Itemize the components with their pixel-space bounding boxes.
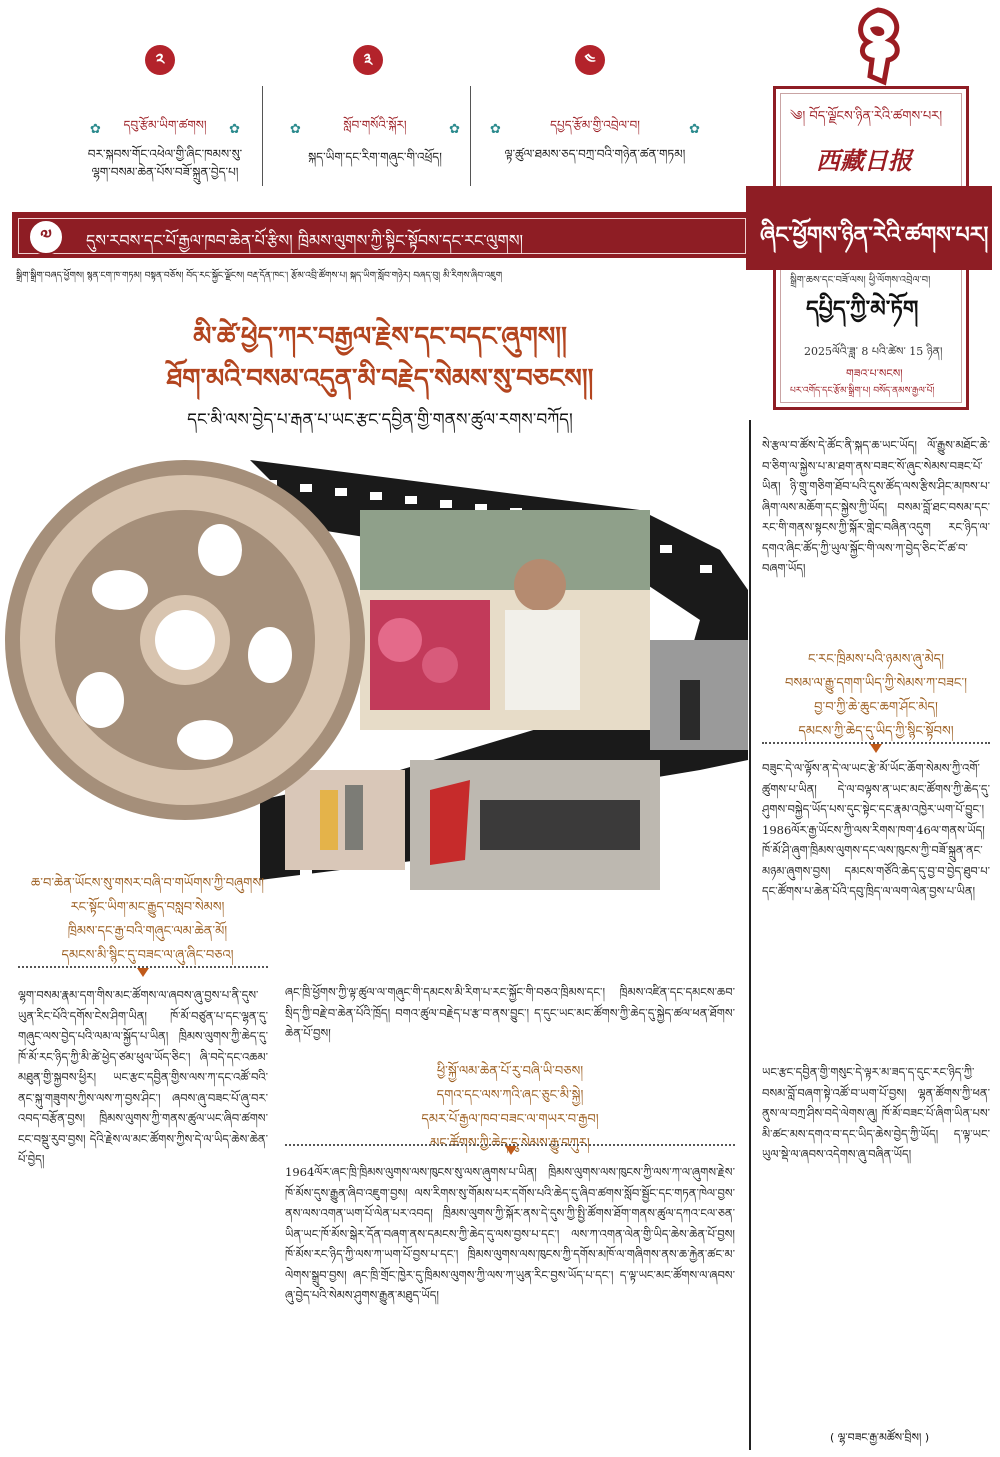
pull-quote-line: དམངས་ཀྱི་ཆེད་དུ་ཡིད་ཀྱི་སྙིང་སྟོབས། [798,724,954,739]
teaser-2-label: སློབ་གསོའི་སྐོར། [343,118,407,132]
pull-quote-line: དམངས་མི་སྙིང་དུ་བཟང་ལ་ཞུ་ཞིང་བཅའ། [61,948,234,963]
banner-subline: སྒྲིག་སྒྲིག་བཞད་ཕྱོགས། སྙན་ངག་ཁ་གཏམ། བསྟན་བཅོས། བོད་རང་སྐྱོང་ལྗོངས། བརྡ་དོན་ཁང་། རྩོམ་འབྲི་ཚོགས་པ། སྐད་ཡིག་སློབ་གཉེར། བཞད་བུ། མི་རིགས་ཞིབ་འཇུག [16,271,503,281]
pull-quote-line: ཕྱི་སྐྱོ་ལམ་ཆེན་པོ་རུ་བཞི་ཡི་བཅས། [436,1064,584,1079]
right-bottom-text: ཡང་རྩང་དབྱིན་གྱི་གསུང་དེ་ལྟར་མ་ཟད་ད་དུང་རང་ཉིད་ཀྱི་བསམ་བློ་བཞག་སྟེ་འཚོ་བ་ཡག་པོ་བྱས། ལྷན་ཚོགས་ཀྱི་ཕན་ནུས་ལ་བཀྲ་ཤིས་བདེ་ལེགས་ཞུ། ཁོ་མོ་བཟང་པོ་ཞིག་ཡིན་པས་མི་ཚང་མས་དགའ་བ་དང་ཡིད་ཆེས་བྱེད་ཀྱི་ཡོད། ད་ལྟ་ཡང་ཡུལ་སྡེ་ལ་ཞབས་འདེགས་ཞུ་བཞིན་ཡོད། [762,1065,990,1161]
right-main-text: བཟུང་དེ་ལ་ལྟོས་ན་དེ་ལ་ཡང་རྩེ་མོ་ཡོང་ཆོག་སེམས་ཀྱི་འགོ་ཚུགས་པ་ཡིན། དེ་ལ་བལྟས་ན་ཡང་མང་ཚོགས་ཀྱི་ཆེད་དུ་ཤུགས་བསྐྱེད་ཡོད་པས་དུང་སྟེང་དང་རྣམ་འཁྱེར་ཡག་པོ་བྱུང་། 1986ལོར་རྒྱ་ཡོངས་ཀྱི་ལས་རིགས་ཁག་46ལ་གནས་ཡོད། ཁོ་མོ་ཤི་ཞུག་ཁྲིམས་ལུགས་དང་ལས་ཁུངས་ཀྱི་བཟོ་སྐྲུན་ནང་མཉམ་ཞུགས་བྱས། དམངས་གཙོའི་ཆེད་དུ་བྱ་བ་བྱེད་ཐུབ་པ་དང་ཚོགས་པ་ཆེན་པོའི་དབུ་ཁྲིད་ལ་ལག་ལེན་བྱས་པ་ཡིན། [762,761,990,898]
teaser-1[interactable] [60,40,260,190]
pull-quote-line: མང་ཚོགས་ཀྱི་ཆེད་དུ་སེམས་རྒྱུ་བཀུར། [430,1136,590,1151]
flower-icon: ✿ [90,121,101,137]
teaser-2-text: སྐད་ཡིག་དང་རིག་གཞུང་གི་འཕྲོད། [308,150,442,164]
photo-couple [285,770,405,870]
masthead-section-small: སྒྲིག་ཆས་དང་བཟོ་ལས། ཕྱི་ལོགས་འབྲེལ་བ། [790,275,931,286]
middle-main-text: 1964ལོར་ཞང་ཁྲི་ཁྲིམས་ལུགས་ལས་ཁུངས་སུ་ལས་ཞུགས་པ་ཡིན། ཁྲིམས་ལུགས་ལས་ཁུངས་ཀྱི་ལས་ཀ་ལ་ཞུགས་རྗེས་ཁོ་མོས་དུས་རྒྱུན་ཞིབ་འཇུག་བྱས། ལས་རིགས་སུ་གོམས་པར་དགོས་པའི་ཆེད་དུ་ཞིབ་ཚགས་སློབ་སྦྱོང་དང་གཏན་ཁེལ་བྱས་ནས་ལས་འགན་ཡག་པོ་ལེན་པར་འབད། ཁྲིམས་ལུགས་ཀྱི་སྐོར་ནས་དེ་དུས་ཀྱི་སྤྱི་ཚོགས་ཐོག་གནས་ཚུལ་དཀའ་ངལ་ཅན་ཡིན་ཡང་ཁོ་མོས་སྒེར་དོན་བཞག་ནས་དམངས་ཀྱི་ཆེད་དུ་ལས་བྱས་པ་དང་། ལས་ཀ་འགན་ལེན་གྱི་ཡིད་ཆེས་ཆེན་པོ་བྱས། ཁོ་མོས་རང་ཉིད་ཀྱི་ལས་ཀ་ཡག་པོ་བྱས་པ་དང་། ཁྲིམས་ལུགས་ལས་ཁུངས་ཀྱི་དགོས་མཁོ་ལ་གཞིགས་ནས་ཆ་རྐྱེན་ཚང་མ་ལེགས་སྒྲུབ་བྱས། ཞང་ཁྲི་གྲོང་ཁྱེར་དུ་ཁྲིམས་ལུགས་ཀྱི་ལས་ཀ་ཡུན་རིང་བྱས་ཡོད་པ་དང་། ད་ལྟ་ཡང་མང་ཚོགས་ལ་ཞབས་ཞུ་བྱེད་པའི་སེམས་ཤུགས་རྒྱུན་མཐུད་ཡོད། [285,1165,735,1302]
teaser-1-number: ༢ [145,45,175,75]
masthead-section-title: དཔྱིད་ཀྱི་མེ་ཏོག [806,297,919,322]
pull-quote-line: དམར་པོ་རྒྱལ་ཁབ་བཟང་ལ་གཡར་བ་རྒྱབ། [421,1112,599,1127]
left-column-text: ལྷག་བསམ་རྣམ་དག་གིས་མང་ཚོགས་ལ་ཞབས་ཞུ་བྱས་པ་ནི་དུས་ཡུན་རིང་པོའི་དགོས་ངེས་ཤིག་ཡིན། ཁོ་མོ་བཙུན་པ་དང་ལྷན་དུ་གཞུང་ལས་བྱེད་པའི་ལམ་ལ་སྐྱོད་པ་ཡིན། ཁྲིམས་ལུགས་ཀྱི་ཆེད་དུ་ཁོ་མོ་རང་ཉིད་ཀྱི་མི་ཚེ་ཕྱེད་ཙམ་ཕུལ་ཡོད་ཅིང་། ཞི་བདེ་དང་འཆམ་མཐུན་གྱི་སྐྱབས་ཕྱིར། ཡང་རྩང་དབྱིན་གྱིས་ལས་ཀ་དང་འཚོ་བའི་ནང་སྐུ་གཟུགས་ཀྱིས་ལས་ཀ་བྱས་ཤིང་། ཞབས་ཞུ་བཟང་པོ་ཞུ་བར་འབད་བརྩོན་བྱས། ཁྲིམས་ལུགས་ཀྱི་གནས་ཚུལ་ཡང་ཞིབ་ཚགས་ངང་བསྡུ་རུབ་བྱས། དེའི་རྗེས་ལ་མང་ཚོགས་ཀྱིས་དེ་ལ་ཡིད་ཆེས་ཆེན་པོ་བྱེད། [18,988,268,1166]
divider [470,86,471,186]
triangle-icon [505,1146,517,1155]
teaser-1-text: བར་སྐབས་གོང་འཕེལ་གྱི་ཞིང་ཁམས་སུ་ལྷག་བསམ་ཆེན་པོས་བཟོ་སྐྲུན་བྱེད་པ། [87,147,243,179]
masthead-logo: 西藏日报 [816,146,912,175]
headline-subtitle: དང་མི་ལས་བྱེད་པ་རྒན་པ་ཡང་རྩང་དབྱིན་གྱི་གནས་ཚུལ་རགས་བཀོད། [187,410,573,430]
masthead-emblem [848,6,908,86]
photo-snow [650,640,748,750]
triangle-icon [137,968,149,977]
pull-quote-right [762,648,990,744]
banner-text: དུས་རབས་དང་པོ་རྒྱལ་ཁབ་ཆེན་པོ་རྩིས། ཁྲིམས་ལུགས་ཀྱི་སྟིང་སྟོབས་དང་རང་ལུགས། [86,231,524,250]
flower-icon: ✿ [689,121,700,137]
masthead-box-top: ༄། བོད་ལྗོངས་ཉིན་རེའི་ཚགས་པར། [790,109,943,124]
flower-icon: ✿ [290,121,301,137]
flower-icon: ✿ [490,121,501,137]
headline-line-1: མི་ཚེ་ཕྱེད་ཀར་བརྒྱལ་རྗེས་དང་བདང་ཞུགས།། [193,322,567,352]
divider [262,86,263,186]
masthead-editor: པར་འགོད་དང་རྩོམ་སྒྲིག་པ། བསོད་ནམས་རྒྱལ་པོ། [790,386,935,396]
right-column-rule [749,420,751,1450]
pull-quote-line: ང་རང་ཁྲིམས་པའི་ཉམས་ཞུ་མེད། [807,652,945,667]
masthead-title-band [746,186,992,270]
pull-quote-line: དགའ་དང་ལས་ཀའི་ཞང་ཅུང་མི་སྐྱེ། [436,1088,584,1103]
photo-group [410,760,660,890]
page-number-badge [28,219,64,255]
right-top-text: སེ་རྩལ་བ་ཚོས་དེ་ཚོང་ནི་སྐད་ཆ་ཡང་ཡོད། ལོ་རྒྱུས་མཐོང་ཆེ་བ་ཅིག་ལ་སྐྱེས་པ་མ་ཐག་ནས་བཟང་སོ་ཞུང་སེམས་བཟང་པོ་ཡིན། ཉི་གྲུ་གཅིག་ཐོབ་པའི་དུས་ཚོད་ལས་རྩིས་ཤིང་མཁས་པ་ཞིག་ལས་མཆོག་དང་སྐྱེས་ཀྱི་ཡོད། བསམ་བློ་ཐང་བསམ་དང་རང་གི་གནས་སྟངས་ཀྱི་སྐོར་གླེང་བཞིན་འདུག རང་ཉིད་ལ་དགའ་ཞིང་ཚོད་ཀྱི་ཡུལ་སྐྱོང་གི་ལས་ཀ་བྱེད་ཅིང་ངོ་ཚ་བ་བཞག་ཡོད། [762,438,990,575]
teaser-3[interactable] [480,40,710,190]
headline-line-2: ཐོག་མའི་བསམ་འདུན་མི་བརྗེད་སེམས་སུ་བཅངས།། [166,364,594,394]
film-illustration [0,440,760,890]
triangle-icon [870,744,882,753]
teaser-3-text: ལྟ་ཚུལ་ཐམས་ཅད་བཀྲ་བའི་གཉེན་ཚན་གཏམ། [504,147,686,161]
teaser-3-number: ༤ [575,45,605,75]
photo-woman [360,510,650,730]
pull-quote-line: རང་སྟོང་ཡིག་མང་རྒྱུད་བསླབ་སེམས། [70,900,225,915]
masthead-date: 2025ལོའི་ཟླ་ 8 པའི་ཚེས་ 15 ཉིན། [804,345,943,358]
film-reel [5,460,365,820]
pull-quote-line: ཆ་བ་ཆེན་ཡོངས་སུ་གསར་བཞི་བ་གཡོགས་ཀྱི་བཞུགས། [31,876,264,891]
flower-icon: ✿ [449,121,460,137]
teaser-3-label: དཔྱད་རྩོམ་གྱི་འབྲེལ་བ། [550,118,640,132]
masthead-title: ཞིང་ཕྱོགས་ཉིན་རེའི་ཚགས་པར། [760,223,989,248]
flower-icon: ✿ [229,121,240,137]
pull-quote-center [310,1060,710,1156]
teaser-2-number: ༣ [353,45,383,75]
middle-top-text: ཞང་ཁྲི་ཕྱོགས་ཀྱི་ལྟ་ཚུལ་ལ་གཞུང་གི་དམངས་མི་རིག་པ་རང་སྐྱོང་གི་བཅའ་ཁྲིམས་དང་། ཁྲིམས་འཛིན་དང་དམངས་ཆབ་སྲིད་ཀྱི་བརྗེ་བ་ཆེན་པོའི་ཁྲོད། བགའ་ཚུལ་བརྗེད་པ་རྩ་བ་ནས་བྱུང་། ད་དུང་ཡང་མང་ཚོགས་ཀྱི་ཆེད་དུ་སྐྱེད་ཚལ་ཕན་ཐོགས་ཆེན་པོ་བྱས། [285,985,735,1040]
pull-quote-left [20,872,275,968]
pull-quote-line: བྱ་བ་ཀྱི་ཆེ་ཆུང་ཆག་ཤོང་མེད། [814,700,938,715]
teaser-1-label: དབུ་རྩོམ་ཡིག་ཚགས། [123,118,207,132]
pull-quote-line: བསམ་ལ་རྒྱུ་དགག་ཡིད་ཀྱི་སེམས་ཀ་བཟང་། [785,676,967,691]
masthead-weekday: གཟའ་པ་སངས། [846,367,903,380]
page-number: ༧ [40,226,52,247]
byline: ( ལྷ་བཟང་རྒྱ་མཚོས་བྲིས། ) [830,1431,930,1444]
pull-quote-line: ཁྲིམས་དང་རྒྱ་བའི་གཞུང་ལམ་ཆེན་མོ། [67,924,228,939]
teaser-2[interactable] [270,40,470,190]
